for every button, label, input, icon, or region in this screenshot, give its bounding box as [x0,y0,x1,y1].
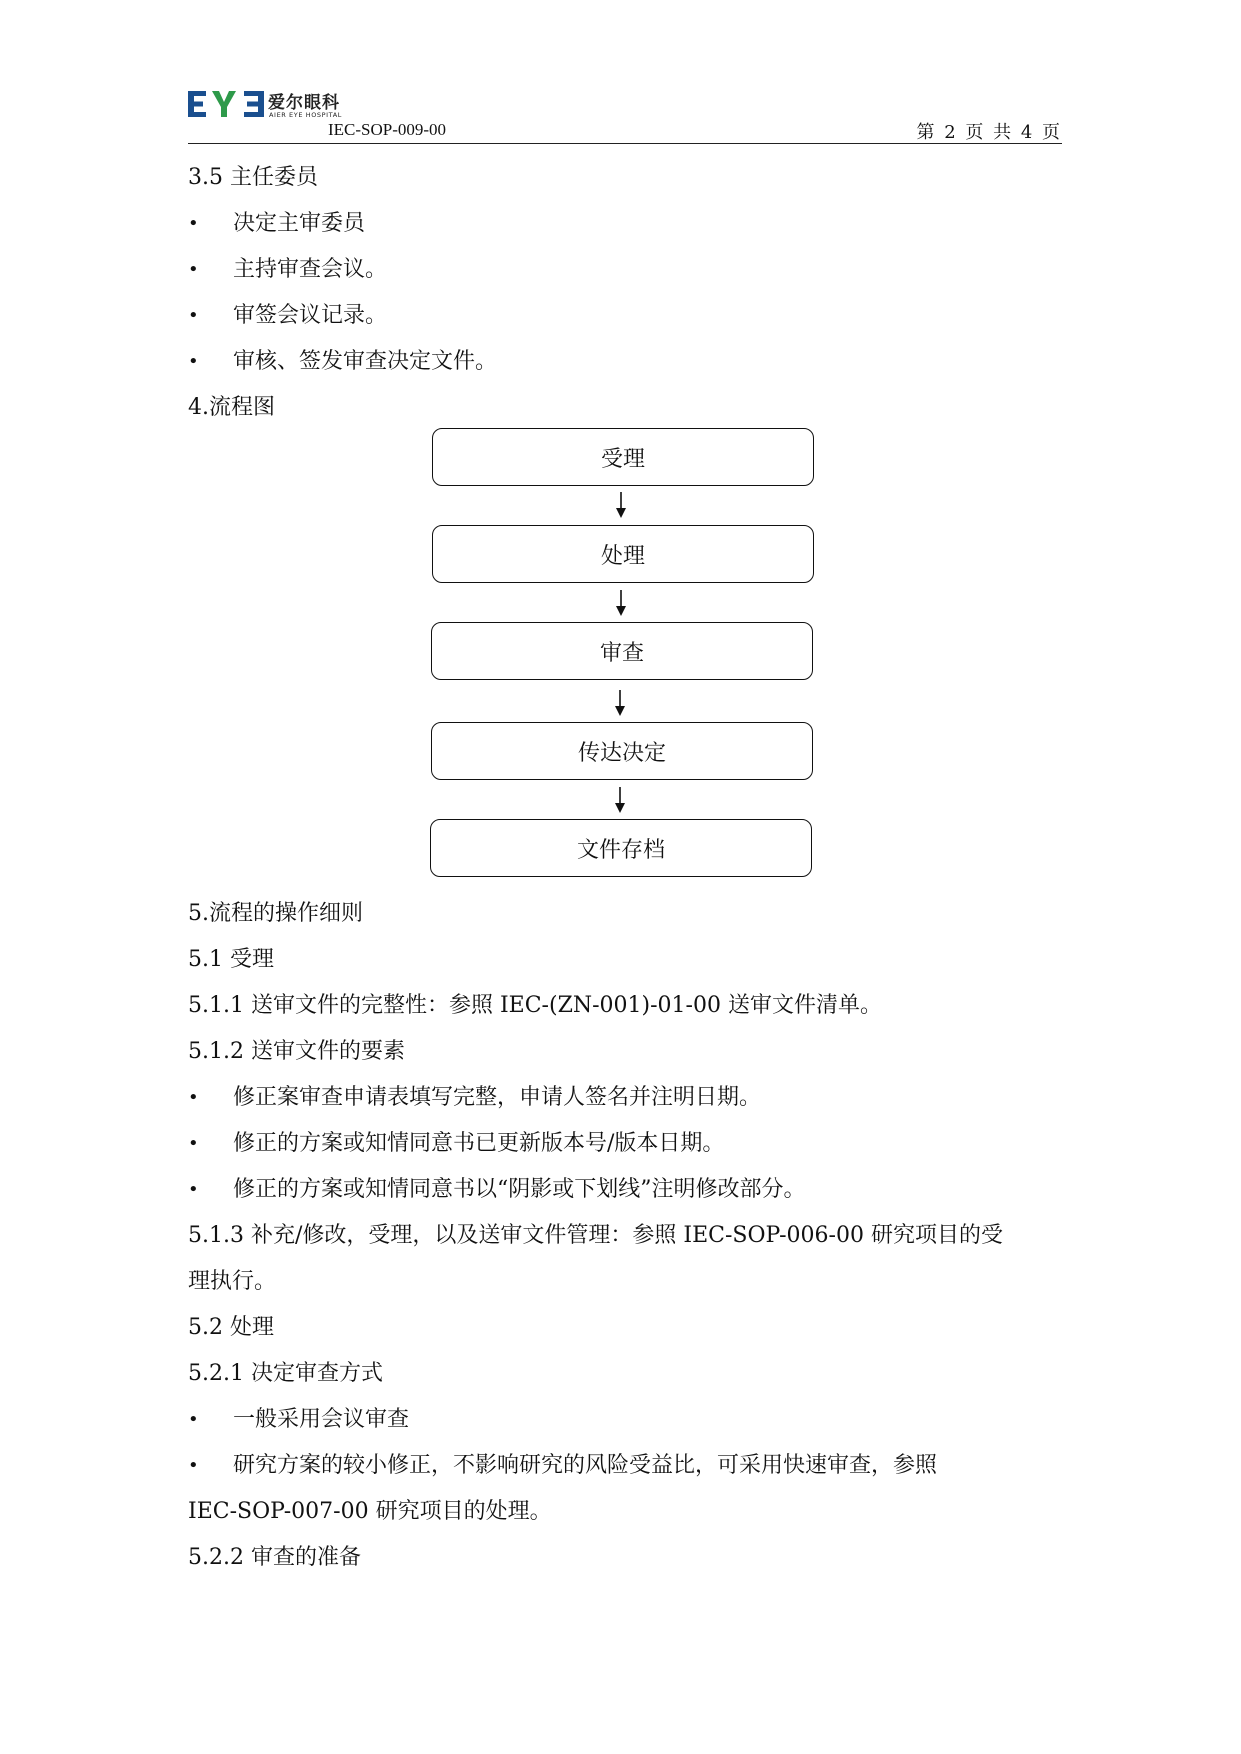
paragraph-5-1-3-continued: 理执行。 [188,1269,277,1294]
bullet-icon: • [188,1455,199,1476]
bullet-icon: • [188,305,199,326]
bullet-icon: • [188,351,199,372]
bullet-icon: • [188,259,199,280]
eye-logo-icon [188,89,264,119]
list-item: 修正案审查申请表填写完整，申请人签名并注明日期。 [233,1085,762,1110]
list-item-continued: IEC-SOP-007-00 研究项目的处理。 [188,1499,552,1524]
bullet-icon: • [188,1087,199,1108]
bullet-icon: • [188,1409,199,1430]
section-heading-5-2-1: 5.2.1 决定审查方式 [188,1361,383,1386]
list-item: 审核、签发审查决定文件。 [233,349,498,374]
list-item: 决定主审委员 [233,211,366,236]
section-heading-5-2: 5.2 处理 [188,1315,274,1340]
section-heading-5-1: 5.1 受理 [188,947,274,972]
flow-step-label: 受理 [600,446,645,472]
logo-subtitle: AIER EYE HOSPITAL [269,111,343,119]
bullet-icon: • [188,1133,199,1154]
list-item: 主持审查会议。 [233,257,388,282]
paragraph-5-1-3: 5.1.3 补充/修改，受理，以及送审文件管理：参照 IEC-SOP-006-00 研究项目的受 [188,1223,1003,1248]
flow-step-label: 审查 [599,640,644,666]
bullet-icon: • [188,1179,199,1200]
flow-step-communicate-decision [431,722,813,780]
section-heading-5-1-2: 5.1.2 送审文件的要素 [188,1039,405,1064]
section-heading-4: 4.流程图 [188,395,275,420]
flow-step-accept [432,428,814,486]
arrow-down-icon [614,690,626,716]
flow-step-label: 处理 [600,543,645,569]
arrow-down-icon [615,492,627,518]
list-item: 审签会议记录。 [233,303,388,328]
section-heading-3-5: 3.5 主任委员 [188,165,318,190]
list-item: 修正的方案或知情同意书以“阴影或下划线”注明修改部分。 [233,1177,806,1202]
section-heading-5-2-2: 5.2.2 审查的准备 [188,1545,361,1570]
section-heading-5: 5.流程的操作细则 [188,901,363,926]
list-item: 研究方案的较小修正，不影响研究的风险受益比，可采用快速审查，参照 [233,1453,938,1478]
flow-step-label: 传达决定 [577,740,666,766]
flow-step-process [432,525,814,583]
logo-name: 爱尔眼科 [268,93,340,113]
list-item: 一般采用会议审查 [233,1407,410,1432]
document-code: IEC-SOP-009-00 [328,120,447,139]
paragraph-5-1-1: 5.1.1 送审文件的完整性：参照 IEC-(ZN-001)-01-00 送审文件清单。 [188,993,882,1018]
flow-step-archive [430,819,812,877]
list-item: 修正的方案或知情同意书已更新版本号/版本日期。 [233,1131,725,1156]
bullet-icon: • [188,213,199,234]
page-header [188,84,1062,144]
flow-step-label: 文件存档 [576,837,665,863]
arrow-down-icon [615,590,627,616]
flow-step-review [431,622,813,680]
arrow-down-icon [614,787,626,813]
header-divider [188,143,1062,144]
page-indicator: 第 2 页 共 4 页 [916,122,1062,143]
